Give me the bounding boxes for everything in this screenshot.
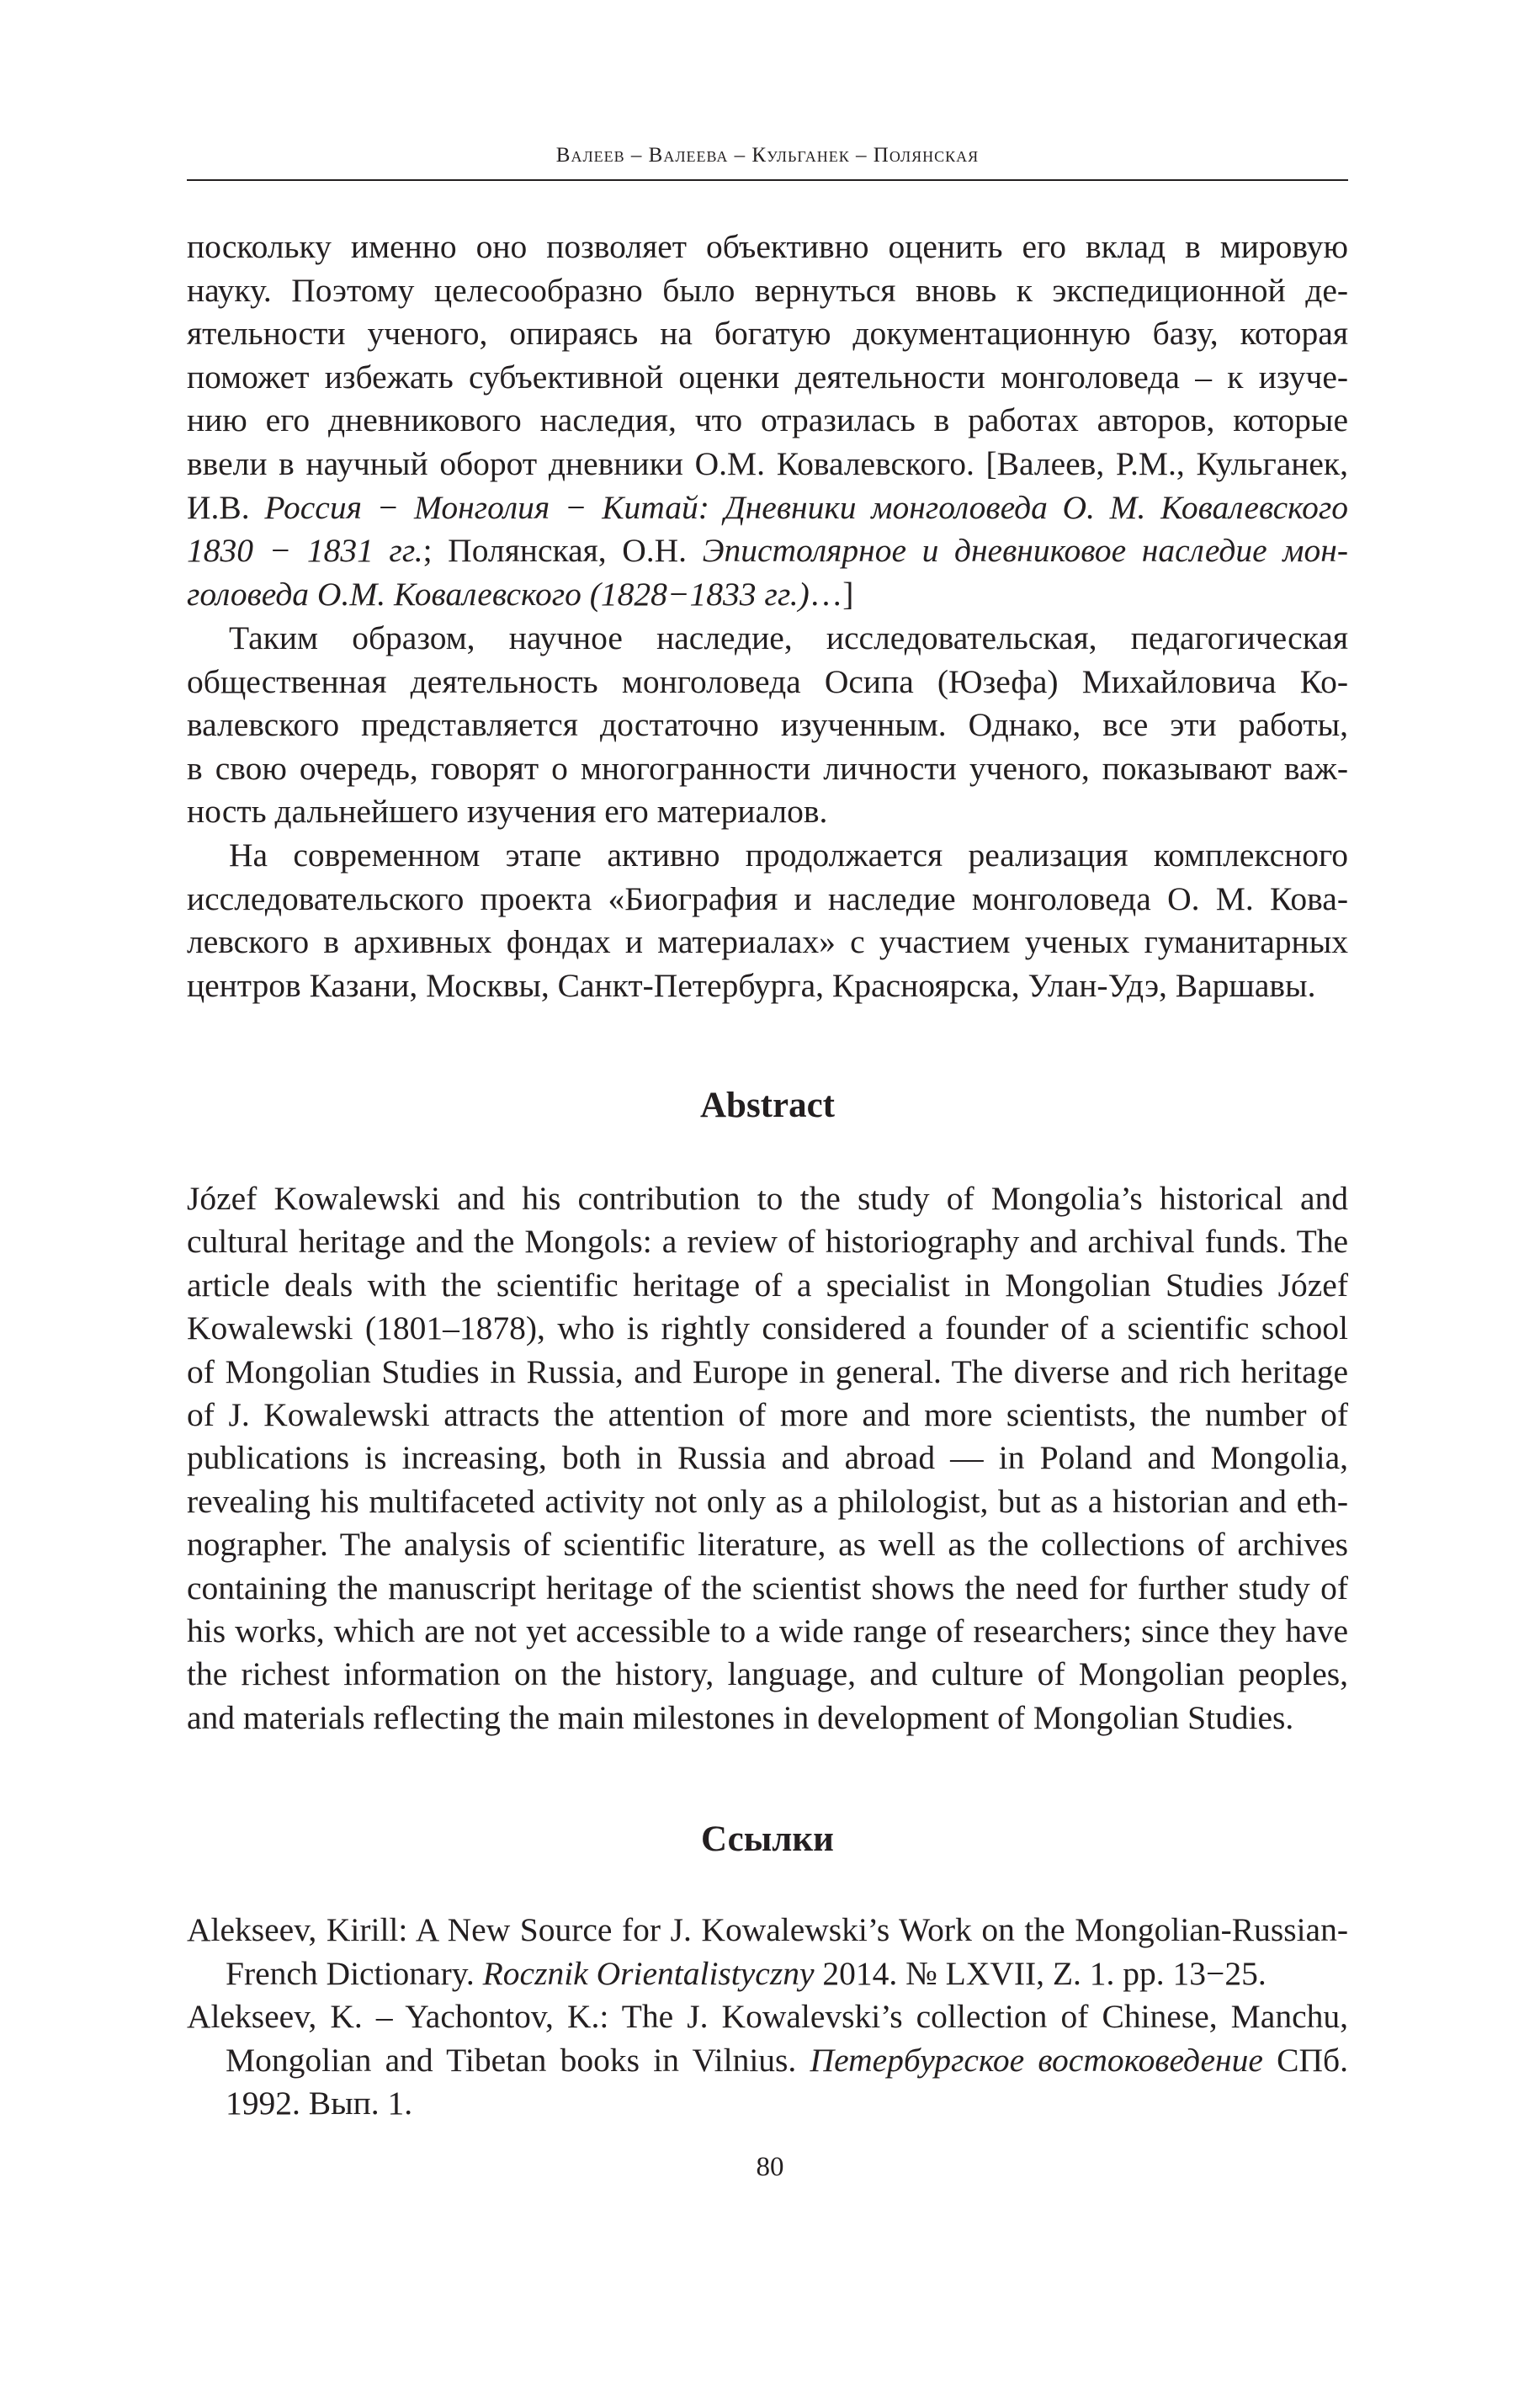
text-line: ввели в научный оборот дневники О.М. Ковалевского. [Валеев, Р.М., Кульганек, [187,444,1348,482]
text-line: Józef Kowalewski and his contribution to the study of Mongolia’s historical and [187,1180,1348,1217]
text-line: поскольку именно оно позволяет объективно оценить его вклад в мировую [187,228,1348,265]
text-line: of Mongolian Studies in Russia, and Europe in general. The diverse and rich heritage [187,1352,1348,1390]
text-segment: 2014. № LXVII, Z. 1. pp. 13−25. [814,1954,1267,1992]
text-line: article deals with the scientific heritage of a specialist in Mongolian Studies Józef [187,1266,1348,1304]
citation-title: 1830 − 1831 гг. [187,532,423,570]
text-segment: ; Полянская, О.Н. [422,532,703,570]
text-line: cultural heritage and the Mongols: a review of historiography and archival funds. The [187,1223,1348,1261]
text-line: Alekseev, K. – Yachontov, K.: The J. Kowalevski’s collection of Chinese, Manchu, [187,1998,1348,2035]
text-line: в свою очередь, говорят о многогранности личности ученого, показывают важ- [187,749,1348,787]
text-line: nographer. The analysis of scientific literature, as well as the collections of archives [187,1526,1348,1564]
text-line: Kowalewski (1801–1878), who is rightly considered a founder of a scientific school [187,1309,1348,1347]
citation-title: головеда О.М. Ковалевского (1828−1833 гг.) [187,575,810,613]
text-line: revealing his multifaceted activity not only as a philologist, but as a historian and eth- [187,1482,1348,1520]
text-line: центров Казани, Москвы, Санкт-Петербурга, Красноярска, Улан-Удэ, Варшавы. [187,966,1316,1004]
text-segment: Mongolian and Tibetan books in Vilnius. [226,2041,810,2079]
abstract-paragraph [187,1177,1348,1740]
text-segment: И.В. [187,488,265,526]
text-line: левского в архивных фондах и материалах» с участием ученых гуманитарных [187,923,1348,961]
citation-title: Эпистолярное и дневниковое наследие мон- [702,532,1348,570]
text-line: исследовательского проекта «Биография и наследие монголоведа О. М. Кова- [187,879,1348,917]
body-paragraph-2 [187,617,1348,834]
text-line: поможет избежать субъективной оценки деятельности монголоведа – к изуче- [187,358,1348,396]
body-paragraph-1 [187,226,1348,616]
page-number: 80 [756,2152,784,2182]
text-segment: СПб. [1262,2041,1348,2079]
citation-title: Россия − Монголия − Китай: Дневники монголоведа О. М. Ковалевского [264,488,1349,526]
text-line [187,573,1348,617]
text-line: of J. Kowalewski attracts the attention of more and more scientists, the number of [187,1396,1348,1434]
text-line: ятельности ученого, опираясь на богатую документационную базу, которая [187,315,1348,353]
text-line: the richest information on the history, language, and culture of Mongolian peoples, [187,1655,1348,1693]
text-line: На современном этапе активно продолжается реализация комплексного [229,837,1348,874]
journal-title: Rocznik Orientalistyczny [482,1954,815,1992]
text-line: науку. Поэтому целесообразно было вернуться вновь к экспедиционной де- [187,271,1348,309]
text-line: 1992. Вып. 1. [226,2085,413,2122]
body-paragraph-3 [187,834,1348,1007]
text-line: нию его дневникового наследия, что отразилась в работах авторов, которые [187,401,1348,439]
text-line [187,486,1348,530]
references-heading: Ссылки [701,1819,834,1859]
text-line: валевского представляется достаточно изученным. Однако, все эти работы, [187,706,1348,744]
text-line [187,529,1348,573]
text-line: общественная деятельность монголоведа Осипа (Юзефа) Михайловича Ко- [187,662,1348,700]
text-line: ность дальнейшего изучения его материалов. [187,793,828,831]
text-line [187,1952,1348,1996]
header-rule [187,179,1348,181]
journal-title: Петербургское востоковедение [810,2041,1263,2079]
text-line: and materials reflecting the main milestones in development of Mongolian Studies. [187,1698,1294,1736]
running-header: Валеев – Валеева – Кульганек – Полянская [555,144,980,167]
reference-item [187,1995,1348,2126]
text-segment: …] [809,575,854,613]
abstract-heading: Abstract [699,1086,835,1125]
text-line: his works, which are not yet accessible to a wide range of researchers; since they have [187,1612,1348,1650]
text-line: Таким образом, научное наследие, исследовательская, педагогическая [229,619,1348,656]
text-segment: French Dictionary. [226,1954,483,1992]
text-line [187,2039,1348,2083]
text-line: Alekseev, Kirill: A New Source for J. Kowalewski’s Work on the Mongolian-Russian- [187,1911,1348,1948]
text-line: containing the manuscript heritage of the scientist shows the need for further study of [187,1569,1348,1607]
reference-item [187,1909,1348,1995]
text-line: publications is increasing, both in Russia and abroad — in Poland and Mongolia, [187,1439,1348,1477]
